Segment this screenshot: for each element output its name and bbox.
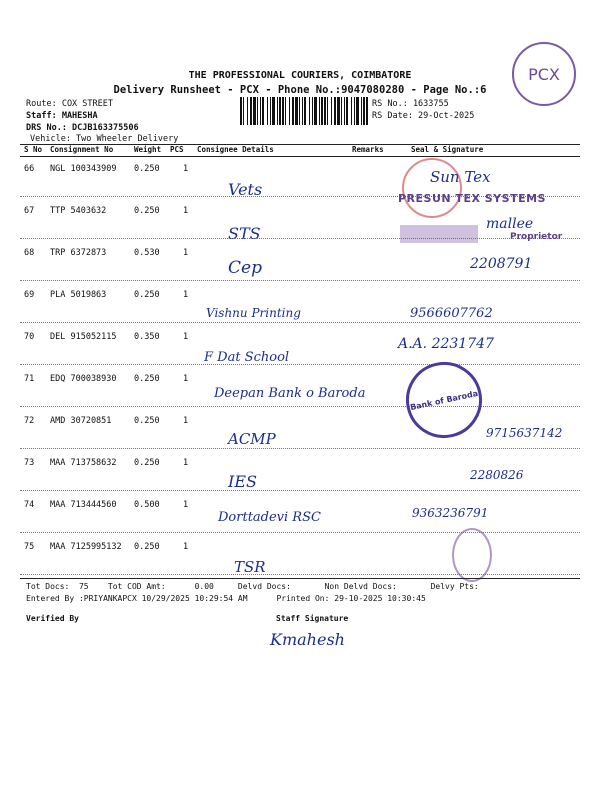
- row-sno: 69: [24, 290, 35, 300]
- barcode: [240, 97, 368, 125]
- col-consignee: Consignee Details: [197, 145, 274, 154]
- row-pcs: 1: [183, 332, 189, 342]
- barcode-bar: [351, 97, 352, 125]
- barcode-bar: [346, 97, 348, 125]
- barcode-bar: [314, 97, 317, 125]
- row-pcs: 1: [183, 248, 189, 258]
- barcode-bar: [277, 97, 278, 125]
- row-weight: 0.500: [134, 500, 160, 510]
- bank-seal-text: Bank of Baroda: [409, 388, 479, 412]
- row-pcs: 1: [183, 164, 189, 174]
- col-pcs: PCS: [170, 145, 184, 154]
- runsheet-title: Delivery Runsheet - PCX - Phone No.:9047080280 - Page No.:6: [113, 84, 487, 96]
- barcode-bar: [285, 97, 286, 125]
- barcode-bar: [272, 97, 275, 125]
- route: Route: COX STREET: [26, 99, 113, 109]
- proprietor-stamp: Proprietor: [510, 232, 563, 242]
- row-consignment-no: EDQ 700038930: [50, 374, 117, 384]
- consignee-handwriting: ACMP: [228, 430, 276, 448]
- row-sno: 72: [24, 416, 35, 426]
- col-sno: S No: [24, 145, 43, 154]
- barcode-bar: [250, 97, 252, 125]
- row-pcs: 1: [183, 500, 189, 510]
- consignee-handwriting: IES: [228, 472, 257, 491]
- seal-signature-handwriting: 2280826: [470, 468, 524, 482]
- barcode-bar: [331, 97, 332, 125]
- barcode-bar: [366, 97, 368, 125]
- consignee-handwriting: TSR: [234, 558, 266, 576]
- seal-signature-handwriting: 9715637142: [486, 426, 563, 440]
- table-row: [0, 326, 600, 368]
- barcode-bar: [356, 97, 359, 125]
- table-row: [0, 410, 600, 452]
- row-sno: 70: [24, 332, 35, 342]
- header-bottom-rule: [20, 156, 580, 157]
- barcode-bar: [289, 97, 290, 125]
- consignee-handwriting: Cep: [228, 258, 262, 278]
- row-consignment-no: PLA 5019863: [50, 290, 107, 300]
- row-separator: [20, 490, 580, 491]
- row-consignment-no: DEL 915052115: [50, 332, 117, 342]
- barcode-bar: [279, 97, 281, 125]
- barcode-bar: [267, 97, 268, 125]
- barcode-bar: [260, 97, 261, 125]
- row-sno: 68: [24, 248, 35, 258]
- purple-seal-stamp: [452, 528, 492, 582]
- staff: Staff: MAHESHA: [26, 111, 98, 121]
- totals-line: Tot Docs: 75 Tot COD Amt: 0.00 Delvd Docs: Non Delvd Docs: Delvy Pts:: [26, 582, 479, 591]
- table-row: [0, 452, 600, 494]
- barcode-bar: [361, 97, 362, 125]
- row-separator: [20, 574, 580, 575]
- barcode-bar: [253, 97, 256, 125]
- entered-line: Entered By :PRIYANKAPCX 10/29/2025 10:29:54 AM Printed On: 29-10-2025 10:30:45: [26, 594, 426, 603]
- barcode-bar: [327, 97, 328, 125]
- row-sno: 67: [24, 206, 35, 216]
- barcode-bar: [295, 97, 298, 125]
- staff-signature-label: Staff Signature: [276, 614, 349, 623]
- company-title: THE PROFESSIONAL COURIERS, COIMBATORE: [188, 70, 412, 81]
- barcode-bar: [247, 97, 248, 125]
- col-seal-signature: Seal & Signature: [411, 145, 484, 154]
- suntex-stamp: PRESUN TEX SYSTEMS: [398, 192, 546, 205]
- row-separator: [20, 364, 580, 365]
- row-pcs: 1: [183, 290, 189, 300]
- seal-signature-handwriting: Sun Tex: [430, 168, 491, 186]
- row-pcs: 1: [183, 458, 189, 468]
- seal-signature-handwriting: 2208791: [470, 256, 533, 272]
- barcode-bar: [257, 97, 258, 125]
- barcode-bar: [341, 97, 342, 125]
- row-weight: 0.250: [134, 416, 160, 426]
- barcode-bar: [312, 97, 313, 125]
- seal-signature-handwriting: A.A. 2231747: [398, 336, 494, 352]
- consignee-handwriting: F Dat School: [204, 350, 290, 365]
- row-sno: 71: [24, 374, 35, 384]
- row-consignment-no: TTP 5403632: [50, 206, 107, 216]
- consignee-handwriting: Vishnu Printing: [206, 306, 301, 320]
- col-consignment: Consignment No: [50, 145, 114, 154]
- row-separator: [20, 322, 580, 323]
- row-sno: 66: [24, 164, 35, 174]
- row-weight: 0.250: [134, 458, 160, 468]
- rs-date: RS Date: 29-Oct-2025: [372, 111, 475, 121]
- row-pcs: 1: [183, 542, 189, 552]
- row-separator: [20, 238, 580, 239]
- row-separator: [20, 448, 580, 449]
- table-row: [0, 284, 600, 326]
- footer-rule: [20, 578, 580, 579]
- barcode-bar: [282, 97, 284, 125]
- row-consignment-no: MAA 7125995132: [50, 542, 122, 552]
- row-weight: 0.350: [134, 332, 160, 342]
- row-weight: 0.250: [134, 542, 160, 552]
- row-weight: 0.250: [134, 290, 160, 300]
- col-weight: Weight: [134, 145, 162, 154]
- row-separator: [20, 532, 580, 533]
- barcode-bar: [240, 97, 242, 125]
- verified-by: Verified By: [26, 614, 79, 623]
- drs-number: DRS No.: DCJB163375506: [26, 123, 139, 133]
- row-consignment-no: AMD 30720851: [50, 416, 112, 426]
- barcode-bar: [292, 97, 294, 125]
- barcode-bar: [302, 97, 303, 125]
- table-row: [0, 368, 600, 410]
- barcode-bar: [304, 97, 306, 125]
- barcode-bar: [334, 97, 336, 125]
- row-weight: 0.250: [134, 164, 160, 174]
- barcode-bar: [344, 97, 345, 125]
- staff-signature: Kmahesh: [270, 630, 345, 649]
- consignee-handwriting: Dorttadevi RSC: [218, 510, 321, 525]
- row-separator: [20, 406, 580, 407]
- vehicle: Vehicle: Two Wheeler Delivery: [30, 134, 179, 144]
- seal-signature-handwriting: mallee: [486, 216, 534, 232]
- red-seal-stamp: [402, 158, 462, 218]
- barcode-bar: [319, 97, 320, 125]
- barcode-bar: [354, 97, 355, 125]
- barcode-bar: [270, 97, 271, 125]
- row-pcs: 1: [183, 206, 189, 216]
- barcode-bar: [299, 97, 300, 125]
- row-weight: 0.250: [134, 206, 160, 216]
- barcode-bar: [324, 97, 326, 125]
- row-sno: 75: [24, 542, 35, 552]
- barcode-bar: [337, 97, 340, 125]
- row-pcs: 1: [183, 374, 189, 384]
- consignee-handwriting: STS: [228, 224, 261, 243]
- row-pcs: 1: [183, 416, 189, 426]
- row-sno: 74: [24, 500, 35, 510]
- consignee-handwriting: Deepan Bank o Baroda: [214, 386, 366, 401]
- row-weight: 0.250: [134, 374, 160, 384]
- barcode-bar: [363, 97, 365, 125]
- barcode-bar: [309, 97, 310, 125]
- purple-stamp-blot: [400, 225, 478, 243]
- row-consignment-no: MAA 713758632: [50, 458, 117, 468]
- barcode-bar: [262, 97, 264, 125]
- table-row: [0, 494, 600, 536]
- barcode-bar: [321, 97, 323, 125]
- pcx-stamp-text: PCX: [528, 64, 560, 84]
- seal-signature-handwriting: 9566607762: [410, 306, 493, 321]
- table-row: [0, 242, 600, 284]
- consignee-handwriting: Vets: [228, 180, 263, 199]
- row-consignment-no: NGL 100343909: [50, 164, 117, 174]
- col-remarks: Remarks: [352, 145, 384, 154]
- row-consignment-no: MAA 713444560: [50, 500, 117, 510]
- barcode-bar: [243, 97, 244, 125]
- row-weight: 0.530: [134, 248, 160, 258]
- table-row: [0, 536, 600, 578]
- row-consignment-no: TRP 6372873: [50, 248, 107, 258]
- row-sno: 73: [24, 458, 35, 468]
- rs-number: RS No.: 1633755: [372, 99, 449, 109]
- seal-signature-handwriting: 9363236791: [412, 506, 489, 520]
- row-separator: [20, 280, 580, 281]
